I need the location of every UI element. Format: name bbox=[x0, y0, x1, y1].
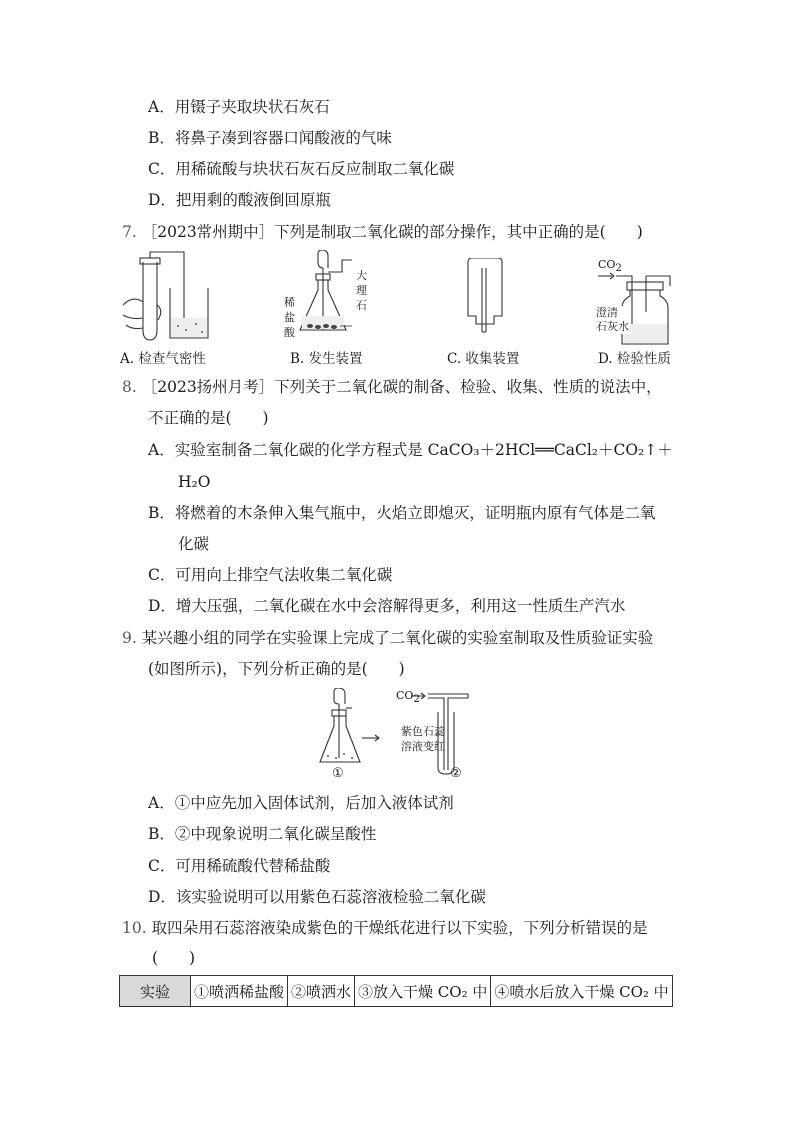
fig-b-marble-label bbox=[356, 268, 367, 313]
q6-option-a: A．用镊子夹取块状石灰石 bbox=[148, 98, 330, 116]
q8-number: 8. bbox=[122, 378, 137, 396]
figure-c-collection bbox=[460, 258, 510, 343]
q8-option-b-line1: B．将燃着的木条伸入集气瓶中，火焰立即熄灭，证明瓶内原有气体是二氧 bbox=[148, 504, 656, 522]
fig-b-right-label-2: 理 bbox=[356, 284, 367, 297]
q9-option-a: A．①中应先加入固体试剂，后加入液体试剂 bbox=[148, 794, 454, 812]
q7-number: 7. bbox=[122, 223, 137, 241]
q7-stem-text: ［2023常州期中］下列是制取二氧化碳的部分操作，其中正确的是( ) bbox=[141, 223, 643, 241]
q9-gas-label: $CO_2$ bbox=[396, 689, 420, 705]
q9-label-1: ① bbox=[332, 766, 344, 781]
q10-experiment-table bbox=[119, 975, 673, 1007]
table-header-cell: 实验 bbox=[120, 976, 191, 1007]
q9-stem-line1 bbox=[122, 628, 653, 648]
fig-b-left-label-1: 稀 bbox=[284, 296, 295, 309]
q8-stem-text-1: ［2023扬州月考］下列关于二氧化碳的制备、检验、收集、性质的说法中， bbox=[141, 378, 662, 396]
caption-c: C. 收集装置 bbox=[447, 351, 520, 367]
q9-option-b: B．②中现象说明二氧化碳呈酸性 bbox=[148, 825, 377, 843]
table-cell: ④喷水后放入干燥 CO₂ 中 bbox=[491, 976, 672, 1007]
q10-number: 10. bbox=[122, 919, 147, 937]
table-cell: ②喷洒水 bbox=[288, 976, 355, 1007]
fig-b-acid-label bbox=[284, 295, 295, 340]
q6-option-d: D．把用剩的酸液倒回原瓶 bbox=[148, 191, 331, 209]
caption-a: A. 检查气密性 bbox=[120, 351, 206, 367]
q8-stem-line2: 不正确的是( ) bbox=[148, 409, 269, 427]
caption-d: D. 检验性质 bbox=[598, 351, 671, 367]
table-cell: ③放入干燥 CO₂ 中 bbox=[355, 976, 491, 1007]
fig-b-left-label-2: 盐 bbox=[284, 311, 295, 324]
caption-b: B. 发生装置 bbox=[290, 351, 363, 367]
q9-number: 9. bbox=[122, 629, 137, 647]
table-cell: ①喷洒稀盐酸 bbox=[191, 976, 288, 1007]
q9-litmus-label-2: 溶液变红 bbox=[401, 740, 445, 753]
fig-b-right-label-3: 石 bbox=[356, 299, 367, 312]
q9-litmus-label bbox=[401, 724, 445, 754]
q8-option-a-line1: A．实验室制备二氧化碳的化学方程式是 CaCO₃＋2HCl══CaCl₂＋CO₂↑＋ bbox=[148, 441, 673, 459]
q9-stem-line2: (如图所示)，下列分析正确的是( ) bbox=[148, 660, 405, 678]
q8-option-d: D．增大压强，二氧化碳在水中会溶解得更多，利用这一性质生产汽水 bbox=[148, 597, 626, 615]
q10-stem-text-1: 取四朵用石蕊溶液染成紫色的干燥纸花进行以下实验，下列分析错误的是 bbox=[151, 919, 648, 937]
q9-option-d: D．该实验说明可以用紫色石蕊溶液检验二氧化碳 bbox=[148, 888, 486, 906]
fig-b-left-label-3: 酸 bbox=[284, 326, 295, 339]
q6-option-b: B．将鼻子凑到容器口闻酸液的气味 bbox=[148, 129, 392, 147]
figure-a-airtightness bbox=[118, 250, 218, 345]
q7-stem bbox=[122, 222, 643, 242]
q9-litmus-label-1: 紫色石蕊 bbox=[401, 725, 445, 738]
table-row bbox=[120, 976, 673, 1007]
q8-option-b-line2: 化碳 bbox=[178, 535, 210, 553]
q9-stem-text-1: 某兴趣小组的同学在实验课上完成了二氧化碳的实验室制取及性质验证实验 bbox=[141, 629, 654, 647]
q8-option-c: C．可用向上排空气法收集二氧化碳 bbox=[148, 566, 393, 584]
fig-b-right-label-1: 大 bbox=[356, 269, 367, 282]
q10-stem-line1 bbox=[122, 918, 648, 938]
fig-d-liquid-label-2: 石灰水 bbox=[596, 320, 629, 333]
q9-option-c: C．可用稀硫酸代替稀盐酸 bbox=[148, 857, 331, 875]
fig-d-gas-label: $CO_2$ bbox=[598, 258, 622, 274]
q8-option-a-line2: H₂O bbox=[178, 473, 211, 491]
q8-stem-line1 bbox=[122, 377, 662, 397]
q6-option-c: C．用稀硫酸与块状石灰石反应制取二氧化碳 bbox=[148, 160, 455, 178]
fig-d-liquid-label-1: 澄清 bbox=[596, 306, 618, 319]
q9-label-2: ② bbox=[450, 766, 462, 781]
q10-stem-line2: ( ) bbox=[152, 949, 196, 967]
fig-d-limewater-label bbox=[596, 306, 629, 334]
